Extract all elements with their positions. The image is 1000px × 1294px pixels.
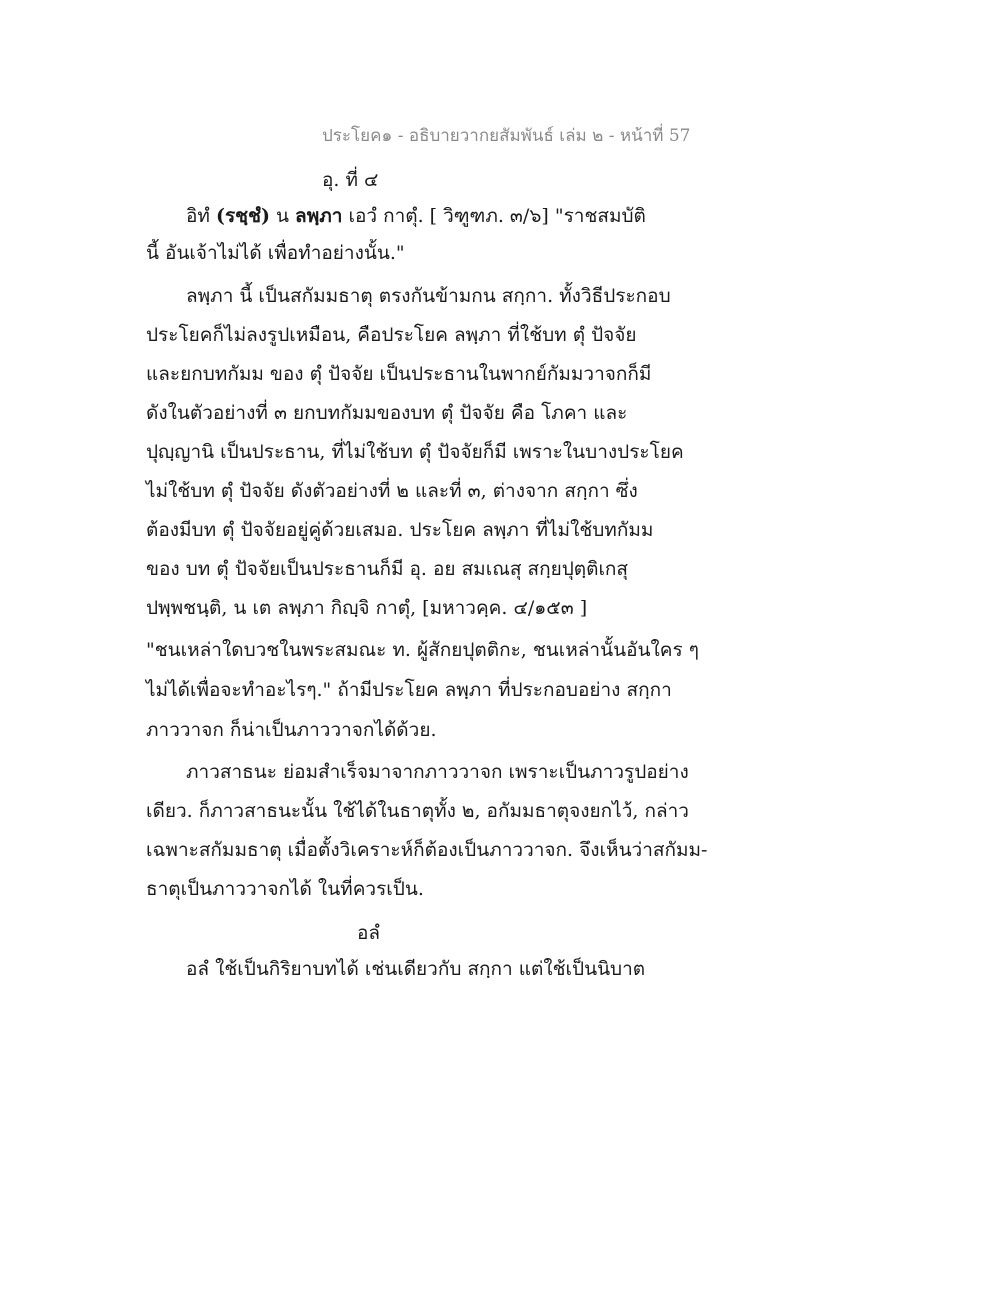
para2-line: ไม่ได้เพื่อจะทำอะไรๆ." ถ้ามีประโยค ลพฺภา ที่ประกอบอย่าง สกฺกา — [146, 679, 672, 701]
para3-line: เดียว. ก็ภาวสาธนะนั้น ใช้ได้ในธาตุทั้ง ๒, อกัมมธาตุจงยกไว้, กล่าว — [146, 800, 689, 822]
para1-text: อิทํ — [186, 205, 216, 227]
para1-line2: นี้ อันเจ้าไม่ได้ เพื่อทำอย่างนั้น." — [146, 242, 405, 264]
para2-line: ลพฺภา นี้ เป็นสกัมมธาตุ ตรงกันข้ามกน สกฺกา. ทั้งวิธีประกอบ — [186, 285, 671, 307]
example-number: อุ. ที่ ๔ — [322, 169, 379, 191]
para2-line: ปุญฺญานิ เป็นประธาน, ที่ไม่ใช้บท ตุํ ปัจจัยก็มี เพราะในบางประโยค — [146, 441, 684, 463]
para2-line: ภาววาจก ก็น่าเป็นภาววาจกได้ด้วย. — [146, 719, 437, 741]
para1-bold-labbha: ลพฺภา — [295, 205, 343, 227]
running-header: ประโยค๑ - อธิบายวากยสัมพันธ์ เล่ม ๒ - หน้าที่ 57 — [322, 126, 691, 146]
para2-line: ประโยคก็ไม่ลงรูปเหมือน, คือประโยค ลพฺภา ที่ใช้บท ตุํ ปัจจัย — [146, 324, 637, 346]
para1-text: น — [269, 205, 296, 227]
para2-line: ปพฺพชนฺติ, น เต ลพฺภา กิญฺจิ กาตุํ, [มหาวคฺค. ๔/๑๕๓ ] — [146, 597, 588, 619]
para2-line: ดังในตัวอย่างที่ ๓ ยกบทกัมมของบท ตุํ ปัจจัย คือ โภคา และ — [146, 402, 628, 424]
para3-line: เฉพาะสกัมมธาตุ เมื่อตั้งวิเคราะห์ก็ต้องเป็นภาววาจก. จึงเห็นว่าสกัมม- — [146, 839, 708, 861]
para4-line: อลํ ใช้เป็นกิริยาบทได้ เช่นเดียวกับ สกฺกา แต่ใช้เป็นนิบาต — [186, 958, 646, 980]
para2-line: และยกบทกัมม ของ ตุํ ปัจจัย เป็นประธานในพากย์กัมมวาจกก็มี — [146, 363, 652, 385]
para2-line: ต้องมีบท ตุํ ปัจจัยอยู่คู่ด้วยเสมอ. ประโยค ลพฺภา ที่ไม่ใช้บทกัมม — [146, 519, 654, 541]
para1-bold-rajjam: (รชฺชํ) — [215, 205, 270, 227]
section-title: อลํ — [357, 922, 381, 944]
para2-line: ไม่ใช้บท ตุํ ปัจจัย ดังตัวอย่างที่ ๒ และที่ ๓, ต่างจาก สกฺกา ซึ่ง — [146, 480, 638, 502]
para2-line: "ชนเหล่าใดบวชในพระสมณะ ท. ผู้สักยปุตติกะ, ชนเหล่านั้นอันใคร ๆ — [146, 639, 699, 661]
para2-line: ของ บท ตุํ ปัจจัยเป็นประธานก็มี อุ. อย สมเณสุ สกฺยปุตฺติเกสุ — [146, 558, 629, 580]
para1-line1 — [186, 203, 646, 229]
para1-text: เอวํ กาตุํ. [ วิฑูฑภ. ๓/๖] "ราชสมบัติ — [342, 205, 646, 227]
para3-line: ภาวสาธนะ ย่อมสำเร็จมาจากภาววาจก เพราะเป็นภาวรูปอย่าง — [186, 761, 689, 783]
para3-line: ธาตุเป็นภาววาจกได้ ในที่ควรเป็น. — [146, 878, 424, 900]
